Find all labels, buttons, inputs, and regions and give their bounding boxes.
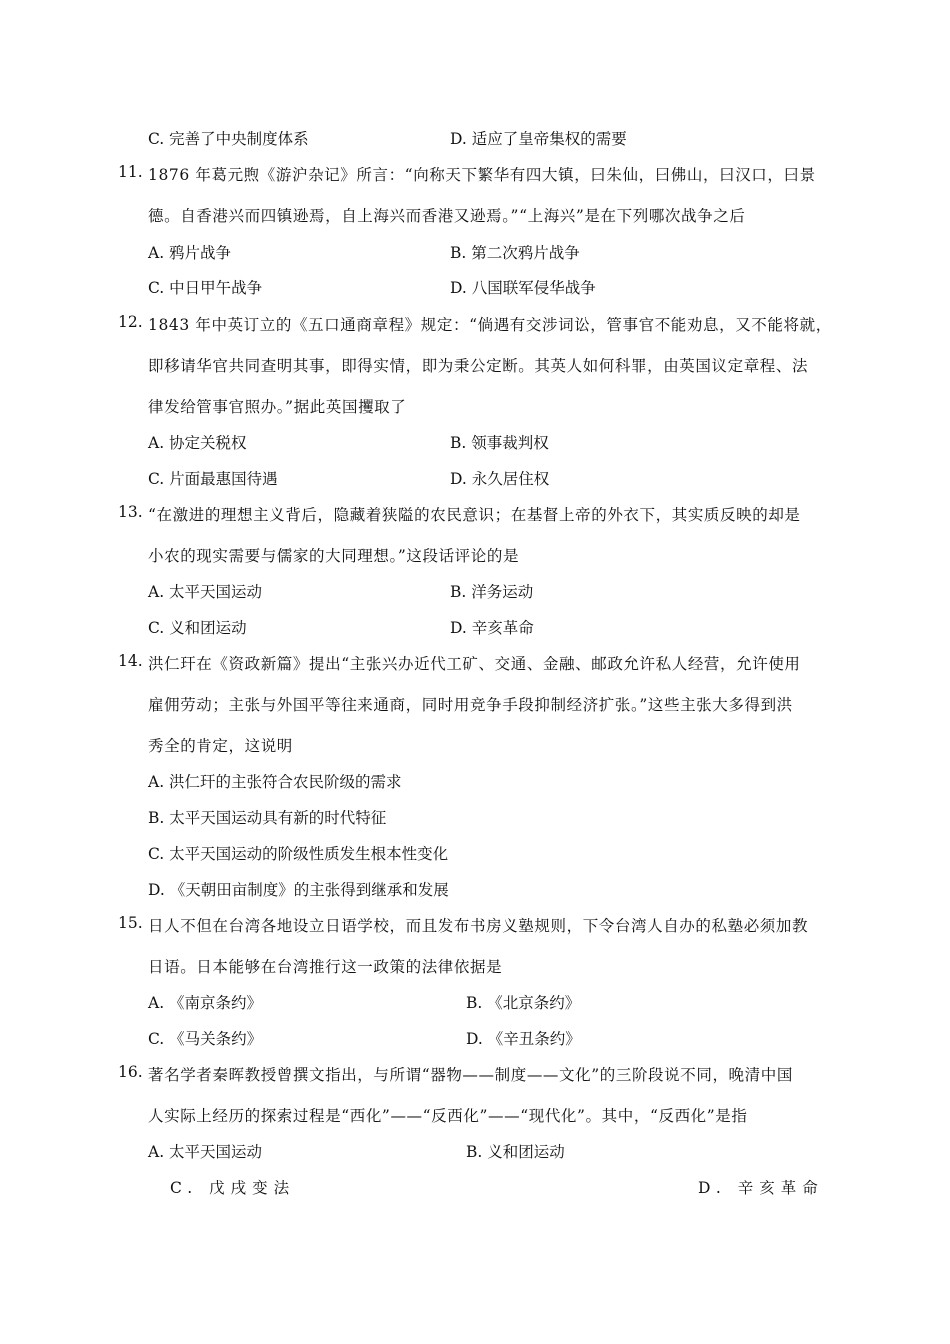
- q13-stem-line1: “在激进的理想主义背后，隐藏着狭隘的农民意识；在基督上帝的外衣下，其实质反映的却是: [148, 506, 801, 524]
- q11-option-b: B. 第二次鸦片战争: [450, 244, 580, 262]
- q11-number: 11.: [118, 163, 143, 181]
- q14-stem-line2: 雇佣劳动；主张与外国平等往来通商，同时用竞争手段抑制经济扩张。”这些主张大多得到洪: [148, 696, 793, 714]
- q11-option-c: C. 中日甲午战争: [148, 279, 263, 297]
- q11-option-a: A. 鸦片战争: [148, 244, 232, 262]
- q10-option-c: C. 完善了中央制度体系: [148, 130, 309, 148]
- q16-number: 16.: [118, 1063, 143, 1081]
- q15-stem-line1: 日人不但在台湾各地设立日语学校，而且发布书房义塾规则，下令台湾人自办的私塾必须加教: [148, 917, 809, 935]
- q15-option-c: C. 《马关条约》: [148, 1030, 263, 1048]
- q12-option-a: A. 协定关税权: [148, 434, 247, 452]
- q12-stem-line1: 1843 年中英订立的《五口通商章程》规定：“倘遇有交涉词讼，管事官不能劝息，又不能将就，: [148, 316, 832, 334]
- q14-option-c: C. 太平天国运动的阶级性质发生根本性变化: [148, 845, 449, 863]
- q14-option-b: B. 太平天国运动具有新的时代特征: [148, 809, 387, 827]
- q16-option-a: A. 太平天国运动: [148, 1143, 263, 1161]
- q10-option-d: D. 适应了皇帝集权的需要: [450, 130, 627, 148]
- q12-option-c: C. 片面最惠国待遇: [148, 470, 278, 488]
- q12-option-b: B. 领事裁判权: [450, 434, 549, 452]
- q14-number: 14.: [118, 652, 143, 670]
- q12-stem-line2: 即移请华官共同查明其事，即得实情，即为秉公定断。其英人如何科罪，由英国议定章程、法: [148, 357, 809, 375]
- q14-option-d: D. 《天朝田亩制度》的主张得到继承和发展: [148, 881, 449, 899]
- q11-stem-line1: 1876 年葛元煦《游沪杂记》所言：“向称天下繁华有四大镇，曰朱仙，曰佛山，曰汉口，曰景: [148, 166, 816, 184]
- q16-option-b: B. 义和团运动: [466, 1143, 565, 1161]
- q13-option-c: C. 义和团运动: [148, 619, 247, 637]
- q11-stem-line2: 德。自香港兴而四镇逊焉，自上海兴而香港又逊焉。”“上海兴”是在下列哪次战争之后: [148, 207, 746, 225]
- q14-stem-line3: 秀全的肯定，这说明: [148, 737, 293, 755]
- q16-stem-line1: 著名学者秦晖教授曾撰文指出，与所谓“器物——制度——文化”的三阶段说不同，晚清中国: [148, 1066, 793, 1084]
- q15-number: 15.: [118, 914, 143, 932]
- q15-stem-line2: 日语。日本能够在台湾推行这一政策的法律依据是: [148, 958, 503, 976]
- q13-option-b: B. 洋务运动: [450, 583, 534, 601]
- q13-option-d: D. 辛亥革命: [450, 619, 534, 637]
- q12-stem-line3: 律发给管事官照办。”据此英国攫取了: [148, 398, 407, 416]
- q16-option-d: D. 辛亥革命: [698, 1179, 824, 1197]
- q14-stem-line1: 洪仁玕在《资政新篇》提出“主张兴办近代工矿、交通、金融、邮政允许私人经营，允许使用: [148, 655, 801, 673]
- q15-option-a: A. 《南京条约》: [148, 994, 263, 1012]
- q15-option-d: D. 《辛丑条约》: [466, 1030, 581, 1048]
- q14-option-a: A. 洪仁玕的主张符合农民阶级的需求: [148, 773, 402, 791]
- q13-number: 13.: [118, 503, 143, 521]
- q12-option-d: D. 永久居住权: [450, 470, 550, 488]
- q13-stem-line2: 小农的现实需要与儒家的大同理想。”这段话评论的是: [148, 547, 520, 565]
- q16-stem-line2: 人实际上经历的探索过程是“西化”——“反西化”——“现代化”。其中，“反西化”是指: [148, 1107, 748, 1125]
- q13-option-a: A. 太平天国运动: [148, 583, 263, 601]
- q15-option-b: B. 《北京条约》: [466, 994, 581, 1012]
- q11-option-d: D. 八国联军侵华战争: [450, 279, 596, 297]
- q12-number: 12.: [118, 313, 143, 331]
- q16-option-c: C. 戊戌变法: [170, 1179, 296, 1197]
